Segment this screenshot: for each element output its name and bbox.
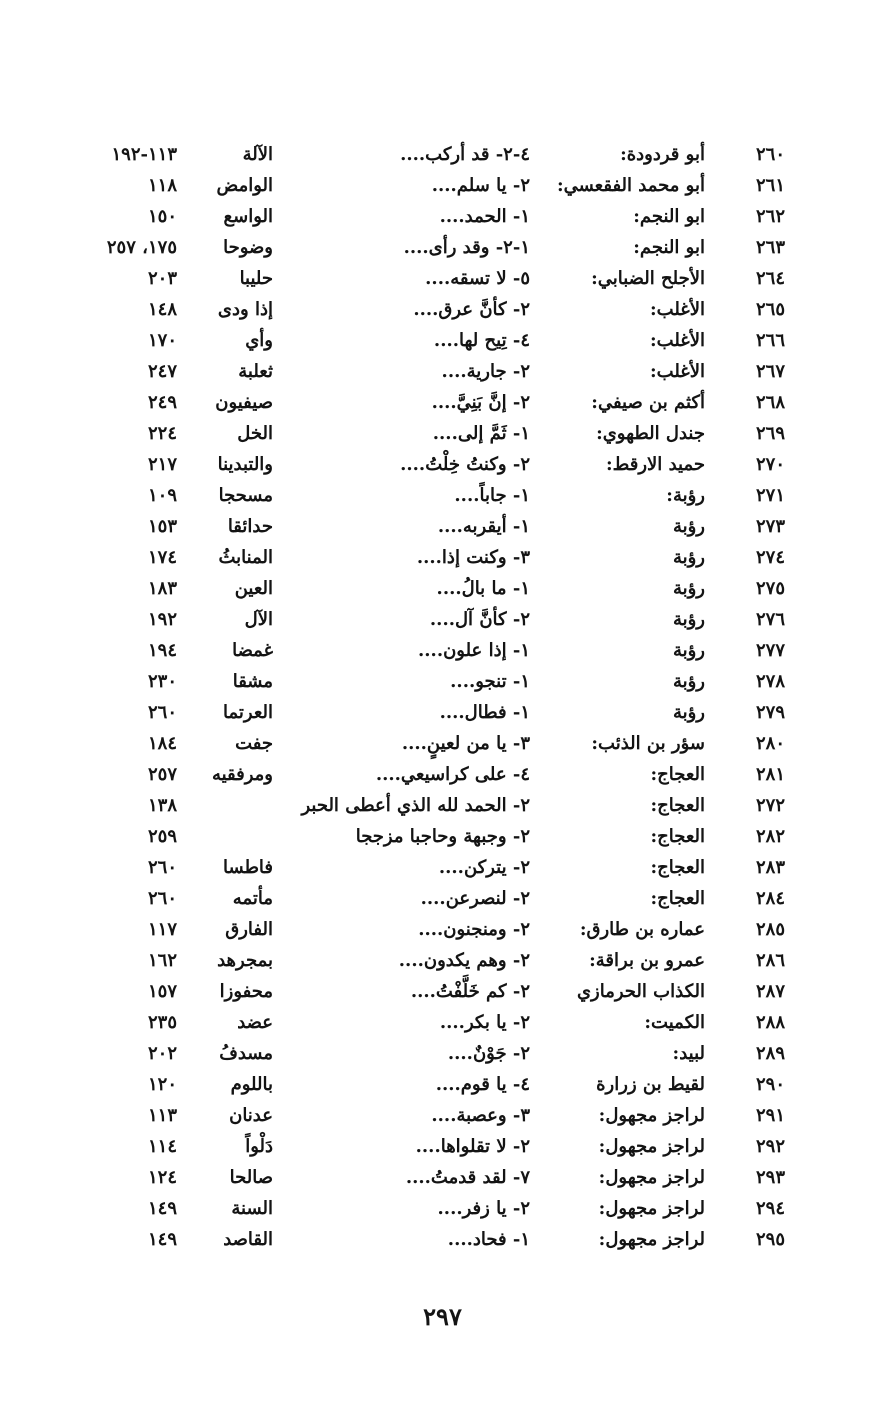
rhyme-word: دَلْواً xyxy=(245,1136,273,1157)
table-row xyxy=(0,1224,885,1255)
table-row xyxy=(0,1162,885,1193)
poet-name: أبو قردودة: xyxy=(620,144,705,165)
poet-name: الكميت: xyxy=(644,1012,705,1033)
poet-name: الأغلب: xyxy=(650,361,705,382)
entry-number: ٢٦٩ xyxy=(755,423,785,444)
verse-incipit: ١- جاباً.... xyxy=(454,485,530,506)
rhyme-word: العرتما xyxy=(222,702,273,723)
entry-number: ٢٧٧ xyxy=(755,640,785,661)
entry-number: ٢٦٧ xyxy=(755,361,785,382)
entry-number: ٢٨٣ xyxy=(755,857,785,878)
entry-number: ٢٦٣ xyxy=(755,237,785,258)
table-row xyxy=(0,449,885,480)
rhyme-word: إذا ودى xyxy=(217,299,273,320)
poet-name: لبيد: xyxy=(672,1043,705,1064)
table-row xyxy=(0,821,885,852)
page-refs: ٢٣٥ xyxy=(147,1012,177,1033)
page-refs: ٢٥٧ xyxy=(147,764,177,785)
verse-incipit: ٧- لقد قدمتُ.... xyxy=(405,1167,530,1188)
table-row xyxy=(0,232,885,263)
entry-number: ٢٧٦ xyxy=(755,609,785,630)
rhyme-word: مشقا xyxy=(232,671,273,692)
entry-number: ٢٨٠ xyxy=(755,733,785,754)
page-refs: ٢٠٢ xyxy=(147,1043,177,1064)
rhyme-word: الخل xyxy=(237,423,273,444)
rhyme-word: الآل xyxy=(244,609,273,630)
entry-number: ٢٧١ xyxy=(755,485,785,506)
poet-name: ابو النجم: xyxy=(633,206,705,227)
table-row xyxy=(0,666,885,697)
table-row xyxy=(0,728,885,759)
verse-incipit: ٢- وهم يكدون.... xyxy=(398,950,530,971)
poet-name: لراجز مجهول: xyxy=(598,1229,705,1250)
rhyme-word: والتبدينا xyxy=(217,454,273,475)
rhyme-word: عضد xyxy=(237,1012,273,1033)
page-refs: ١٤٩ xyxy=(147,1229,177,1250)
table-row xyxy=(0,1100,885,1131)
rhyme-word: وضوحا xyxy=(223,237,273,258)
verse-incipit: ٥- لا تسقه.... xyxy=(425,268,530,289)
entry-number: ٢٨٩ xyxy=(755,1043,785,1064)
page-refs: ١١٣ xyxy=(147,1105,177,1126)
table-row xyxy=(0,139,885,170)
table-row xyxy=(0,1038,885,1069)
page-refs: ١٦٢ xyxy=(147,950,177,971)
entry-number: ٢٦١ xyxy=(755,175,785,196)
page-refs: ١٣٨ xyxy=(147,795,177,816)
page-refs: ٢١٧ xyxy=(147,454,177,475)
poet-name: رؤبة xyxy=(672,547,705,568)
rhyme-word: باللوم xyxy=(230,1074,273,1095)
verse-incipit: ٤- على كراسيعي.... xyxy=(375,764,530,785)
rhyme-word: فاطسا xyxy=(223,857,273,878)
table-row xyxy=(0,914,885,945)
poet-name: العجاج: xyxy=(650,888,705,909)
entry-number: ٢٨٢ xyxy=(755,826,785,847)
page-refs: ١٨٤ xyxy=(147,733,177,754)
index-table xyxy=(0,139,885,1255)
rhyme-word: السنة xyxy=(231,1198,273,1219)
page-refs: ١١٣-١٩٢ xyxy=(111,144,177,165)
rhyme-word: الفارق xyxy=(225,919,273,940)
table-row xyxy=(0,635,885,666)
poet-name: عمرو بن براقة: xyxy=(589,950,705,971)
entry-number: ٢٧٣ xyxy=(755,516,785,537)
entry-number: ٢٦٠ xyxy=(755,144,785,165)
rhyme-word: حليبا xyxy=(239,268,273,289)
page-refs: ٢٠٣ xyxy=(147,268,177,289)
page-refs: ١٢٠ xyxy=(147,1074,177,1095)
table-row xyxy=(0,1007,885,1038)
rhyme-word: ثعلبة xyxy=(238,361,273,382)
page-refs: ١٤٨ xyxy=(147,299,177,320)
verse-incipit: ١-٢- وقد رأى.... xyxy=(403,237,530,258)
verse-incipit: ٢- يا زفر.... xyxy=(437,1198,530,1219)
page-refs: ١٥٠ xyxy=(147,206,177,227)
rhyme-word: حدائقا xyxy=(227,516,273,537)
page-refs: ١٧٥، ٢٥٧ xyxy=(106,237,177,258)
verse-incipit: ٢- الحمد لله الذي أعطى الحبر xyxy=(301,795,530,816)
table-row xyxy=(0,1069,885,1100)
page-refs: ١١٤ xyxy=(147,1136,177,1157)
rhyme-word: محفوزا xyxy=(219,981,273,1002)
verse-incipit: ٢- كأنَّ آل.... xyxy=(429,609,530,630)
table-row xyxy=(0,883,885,914)
verse-incipit: ١- الحمد.... xyxy=(439,206,530,227)
poet-name: العجاج: xyxy=(650,795,705,816)
entry-number: ٢٧٨ xyxy=(755,671,785,692)
verse-incipit: ١- ما بالُ.... xyxy=(436,578,530,599)
table-row xyxy=(0,418,885,449)
verse-incipit: ٢- جَوْنٌ.... xyxy=(447,1043,530,1064)
verse-incipit: ٣- وعصبة.... xyxy=(431,1105,530,1126)
entry-number: ٢٩٥ xyxy=(755,1229,785,1250)
entry-number: ٢٨٧ xyxy=(755,981,785,1002)
entry-number: ٢٧٤ xyxy=(755,547,785,568)
page-refs: ١١٧ xyxy=(147,919,177,940)
poet-name: حميد الارقط: xyxy=(606,454,705,475)
poet-name: الأغلب: xyxy=(650,299,705,320)
page-refs: ٢٥٩ xyxy=(147,826,177,847)
entry-number: ٢٩٠ xyxy=(755,1074,785,1095)
entry-number: ٢٧٠ xyxy=(755,454,785,475)
page-refs: ١٧٠ xyxy=(147,330,177,351)
verse-incipit: ٢- كم خَلَّفْتُ.... xyxy=(410,981,530,1002)
entry-number: ٢٦٦ xyxy=(755,330,785,351)
verse-incipit: ٣- يا من لعينٍ.... xyxy=(401,733,530,754)
table-row xyxy=(0,852,885,883)
page-refs: ٢٤٩ xyxy=(147,392,177,413)
verse-incipit: ١- أيقربه.... xyxy=(437,516,530,537)
rhyme-word: غمضا xyxy=(232,640,273,661)
poet-name: سؤر بن الذئب: xyxy=(591,733,705,754)
rhyme-word: عدنان xyxy=(229,1105,273,1126)
poet-name: رؤبة xyxy=(672,702,705,723)
verse-incipit: ٢- جارية.... xyxy=(441,361,530,382)
verse-incipit: ١- ثَمَّ إلى.... xyxy=(432,423,530,444)
poet-name: الأجلح الضبابي: xyxy=(591,268,705,289)
entry-number: ٢٧٩ xyxy=(755,702,785,723)
page-refs: ١٠٩ xyxy=(147,485,177,506)
verse-incipit: ٢- إنَّ بَنِيَّ.... xyxy=(431,392,530,413)
table-row xyxy=(0,511,885,542)
table-row xyxy=(0,480,885,511)
verse-incipit: ٤- تِيح لها.... xyxy=(433,330,530,351)
table-row xyxy=(0,790,885,821)
entry-number: ٢٨٨ xyxy=(755,1012,785,1033)
verse-incipit: ١- إذا علون.... xyxy=(418,640,530,661)
verse-incipit: ١- فطال.... xyxy=(439,702,530,723)
poet-name: العجاج: xyxy=(650,826,705,847)
poet-name: لراجز مجهول: xyxy=(598,1105,705,1126)
entry-number: ٢٦٢ xyxy=(755,206,785,227)
table-row xyxy=(0,945,885,976)
rhyme-word: الوامض xyxy=(216,175,273,196)
table-row xyxy=(0,697,885,728)
verse-incipit: ٢- يتركن.... xyxy=(438,857,530,878)
verse-incipit: ٤- يا قوم.... xyxy=(435,1074,530,1095)
verse-incipit: ٢- وكنتُ خِلْتُ.... xyxy=(400,454,530,475)
page-refs: ٢٦٠ xyxy=(147,857,177,878)
rhyme-word: الآلة xyxy=(242,144,273,165)
page-refs: ١٩٤ xyxy=(147,640,177,661)
page-refs: ١٨٣ xyxy=(147,578,177,599)
verse-incipit: ٣- وكنت إذا.... xyxy=(416,547,530,568)
poet-name: رؤبة xyxy=(672,516,705,537)
poet-name: لراجز مجهول: xyxy=(598,1198,705,1219)
table-row xyxy=(0,1131,885,1162)
table-row xyxy=(0,976,885,1007)
rhyme-word: ومرفقيه xyxy=(211,764,273,785)
page-refs: ١٤٩ xyxy=(147,1198,177,1219)
entry-number: ٢٧٥ xyxy=(755,578,785,599)
poet-name: لقيط بن زرارة xyxy=(596,1074,705,1095)
entry-number: ٢٩٤ xyxy=(755,1198,785,1219)
rhyme-word: صالحا xyxy=(229,1167,273,1188)
page-refs: ١٩٢ xyxy=(147,609,177,630)
entry-number: ٢٦٥ xyxy=(755,299,785,320)
poet-name: الأغلب: xyxy=(650,330,705,351)
poet-name: جندل الطهوي: xyxy=(596,423,705,444)
poet-name: عماره بن طارق: xyxy=(579,919,705,940)
page-refs: ١٧٤ xyxy=(147,547,177,568)
poet-name: رؤبة xyxy=(672,578,705,599)
verse-incipit: ٢- ومنجنون.... xyxy=(418,919,530,940)
rhyme-word: الواسع xyxy=(223,206,273,227)
entry-number: ٢٧٢ xyxy=(755,795,785,816)
table-row xyxy=(0,387,885,418)
rhyme-word: المنابثُ xyxy=(218,547,273,568)
poet-name: أبو محمد الفقعسي: xyxy=(556,175,705,196)
entry-number: ٢٩٢ xyxy=(755,1136,785,1157)
rhyme-word: صيفيون xyxy=(215,392,273,413)
entry-number: ٢٨١ xyxy=(755,764,785,785)
entry-number: ٢٦٨ xyxy=(755,392,785,413)
poet-name: رؤبة xyxy=(672,609,705,630)
verse-incipit: ١- فحاد.... xyxy=(447,1229,530,1250)
rhyme-word: القاصد xyxy=(223,1229,273,1250)
verse-incipit: ٢- يا بكر.... xyxy=(439,1012,530,1033)
verse-incipit: ٤-٢- قد أركب.... xyxy=(400,144,530,165)
table-row xyxy=(0,604,885,635)
verse-incipit: ٢- وجبهة وحاجبا مزججا xyxy=(355,826,530,847)
page-refs: ٢٤٧ xyxy=(147,361,177,382)
page-refs: ٢٦٠ xyxy=(147,888,177,909)
table-row xyxy=(0,201,885,232)
entry-number: ٢٩١ xyxy=(755,1105,785,1126)
verse-incipit: ٢- يا سلم.... xyxy=(431,175,530,196)
verse-incipit: ١- تنجو.... xyxy=(450,671,530,692)
verse-incipit: ٢- لا تقلواها.... xyxy=(415,1136,530,1157)
poet-name: لراجز مجهول: xyxy=(598,1136,705,1157)
table-row xyxy=(0,325,885,356)
table-row xyxy=(0,542,885,573)
table-row xyxy=(0,356,885,387)
page-number: ٢٩٧ xyxy=(423,1302,462,1331)
page-refs: ١٥٧ xyxy=(147,981,177,1002)
page-refs: ١٥٣ xyxy=(147,516,177,537)
entry-number: ٢٩٣ xyxy=(755,1167,785,1188)
poet-name: العجاج: xyxy=(650,857,705,878)
entry-number: ٢٦٤ xyxy=(755,268,785,289)
poet-name: ابو النجم: xyxy=(633,237,705,258)
page-refs: ٢٣٠ xyxy=(147,671,177,692)
page-refs: ١١٨ xyxy=(147,175,177,196)
rhyme-word: مأتمه xyxy=(232,888,273,909)
table-row xyxy=(0,263,885,294)
page-refs: ٢٢٤ xyxy=(147,423,177,444)
rhyme-word: بمجرهد xyxy=(217,950,273,971)
rhyme-word: وأي xyxy=(245,330,273,351)
poet-name: لراجز مجهول: xyxy=(598,1167,705,1188)
table-row xyxy=(0,170,885,201)
verse-incipit: ٢- لنصرعن.... xyxy=(420,888,530,909)
rhyme-word: العين xyxy=(234,578,273,599)
page-refs: ٢٦٠ xyxy=(147,702,177,723)
rhyme-word: مسحجا xyxy=(218,485,273,506)
table-row xyxy=(0,1193,885,1224)
poet-name: العجاج: xyxy=(650,764,705,785)
poet-name: رؤبة xyxy=(672,671,705,692)
rhyme-word: مسدفُ xyxy=(219,1043,273,1064)
entry-number: ٢٨٦ xyxy=(755,950,785,971)
rhyme-word: جفت xyxy=(235,733,273,754)
table-row xyxy=(0,294,885,325)
table-row xyxy=(0,573,885,604)
poet-name: الكذاب الحرمازي xyxy=(576,981,705,1002)
page-refs: ١٢٤ xyxy=(147,1167,177,1188)
poet-name: رؤبة: xyxy=(666,485,705,506)
table-row xyxy=(0,759,885,790)
poet-name: رؤبة xyxy=(672,640,705,661)
entry-number: ٢٨٤ xyxy=(755,888,785,909)
poet-name: أكثم بن صيفي: xyxy=(591,392,705,413)
entry-number: ٢٨٥ xyxy=(755,919,785,940)
verse-incipit: ٢- كأنَّ عرق.... xyxy=(413,299,530,320)
